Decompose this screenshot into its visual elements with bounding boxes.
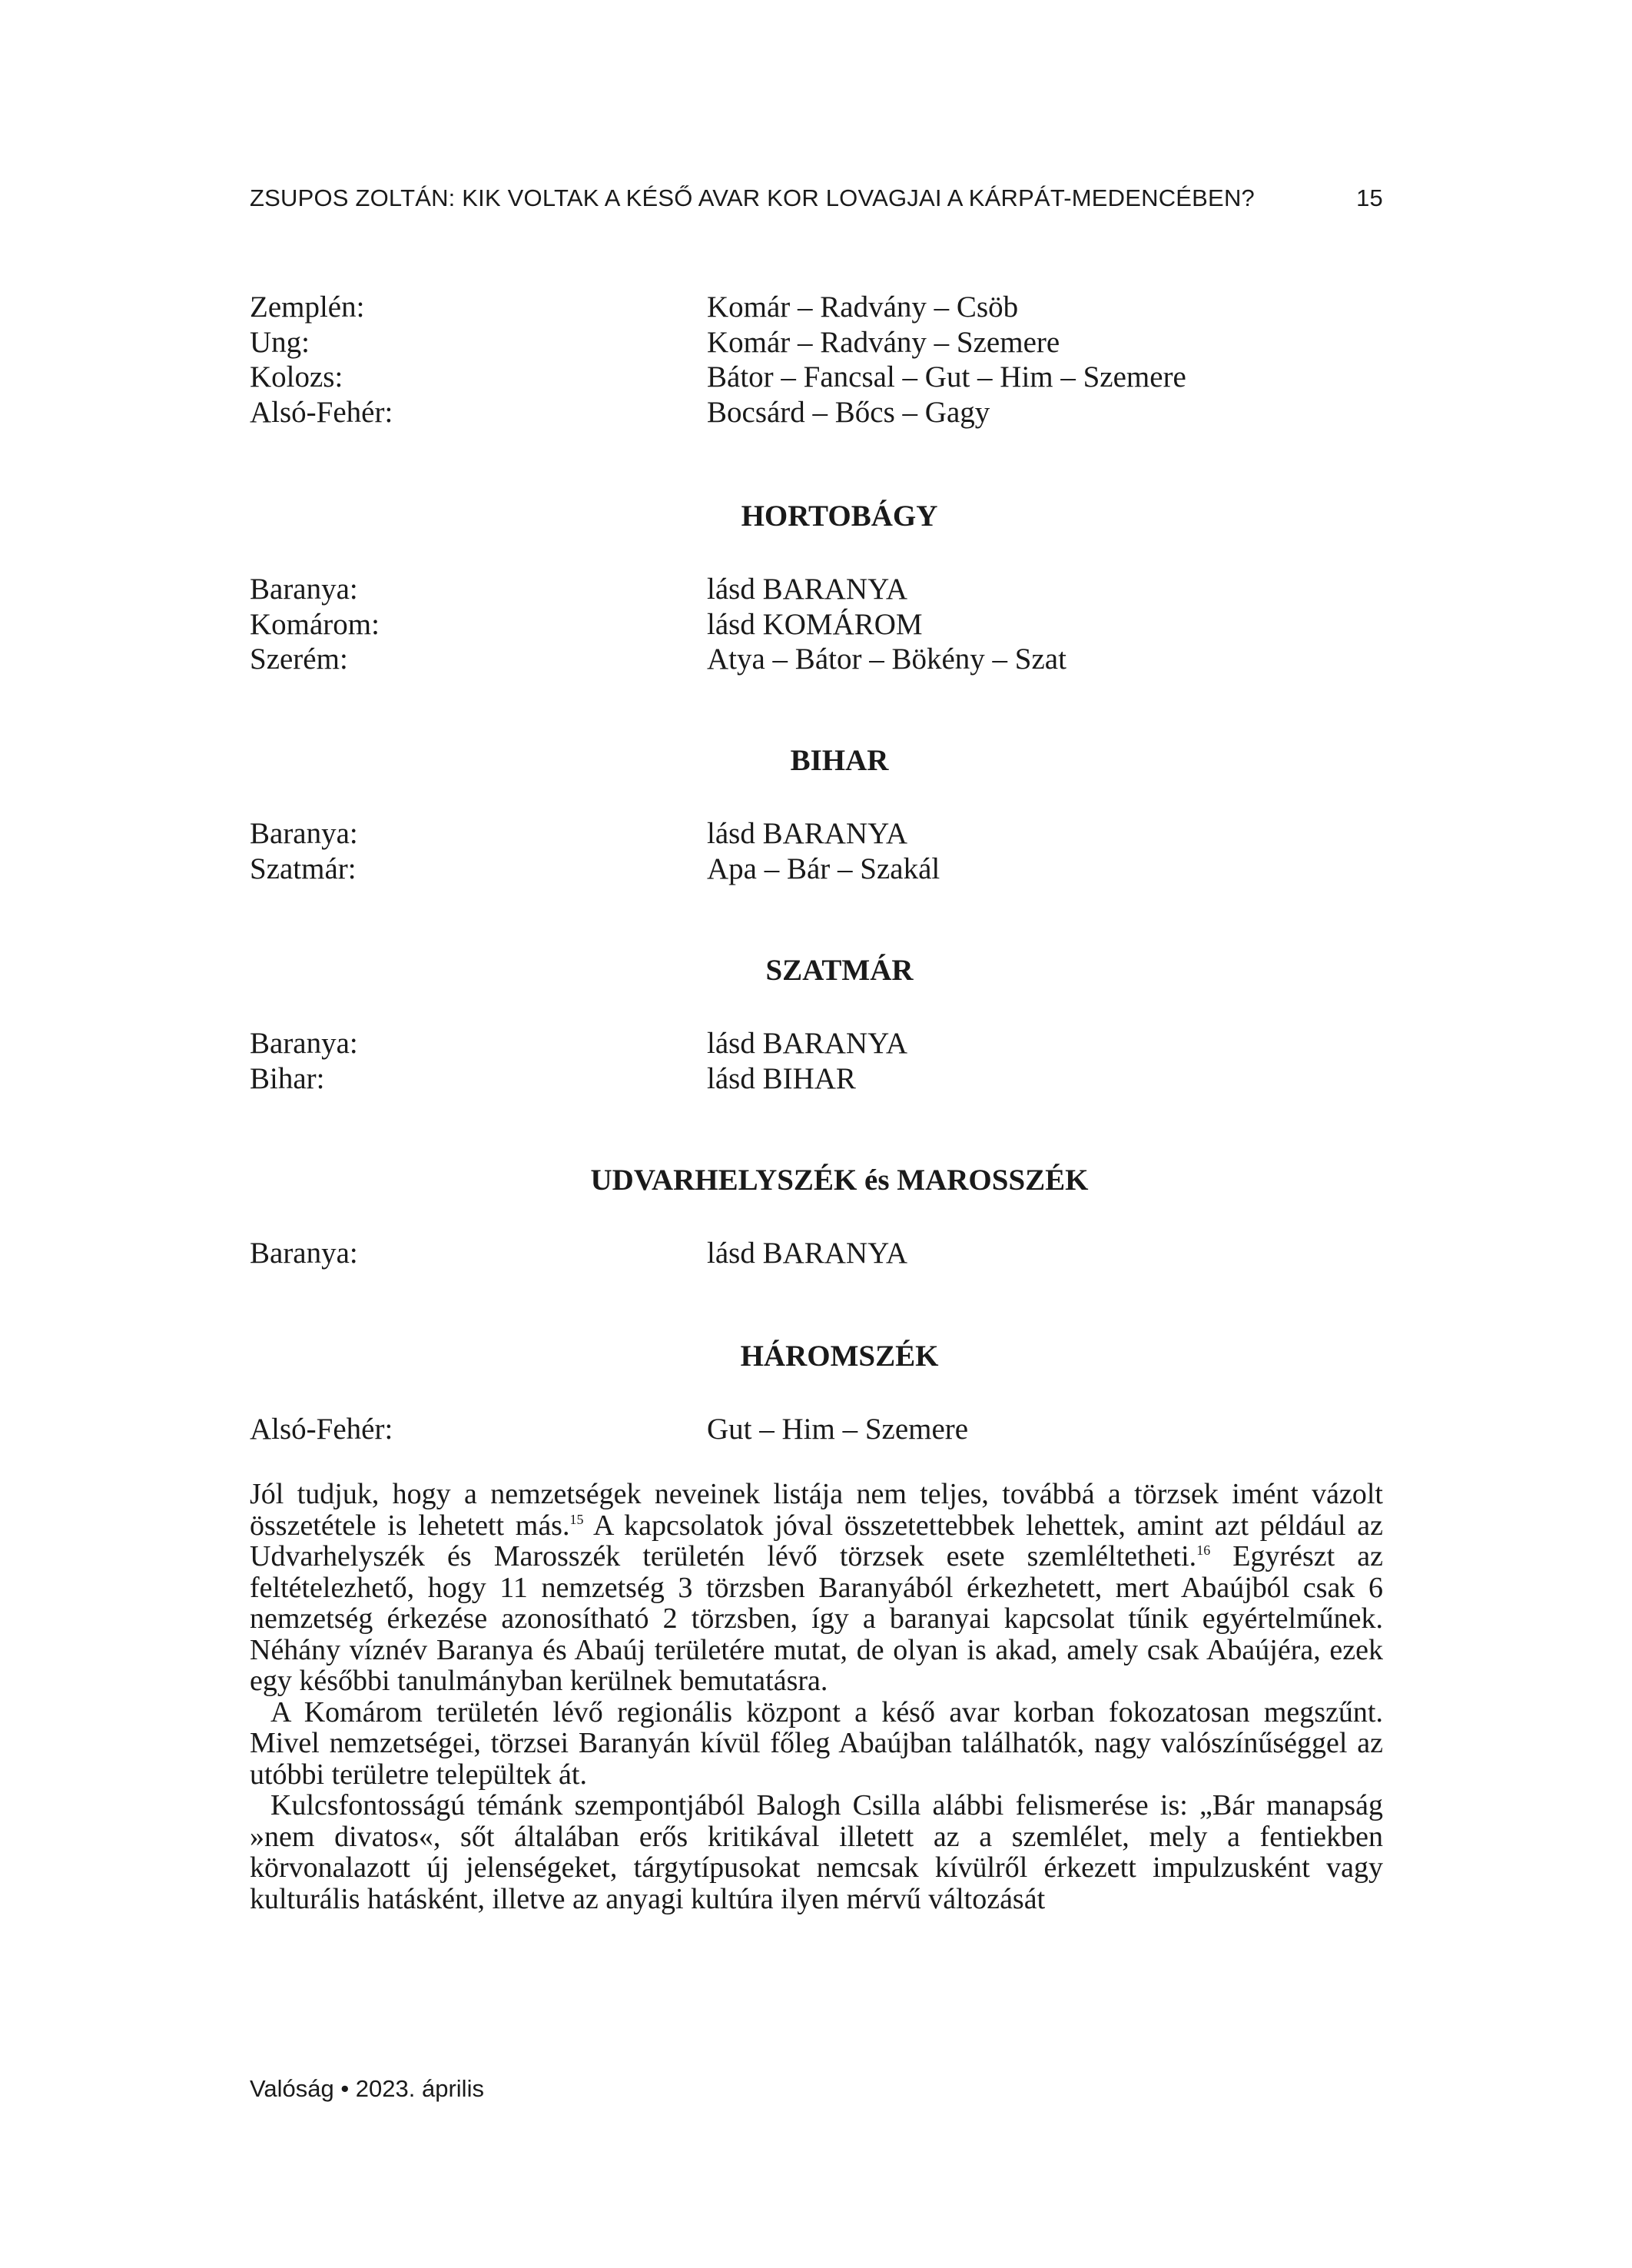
intro-county-list: [250, 290, 1383, 430]
section-haromszek: [250, 1337, 1383, 1447]
county-row: [250, 607, 1383, 643]
clan-list: lásd BARANYA: [707, 1237, 908, 1270]
running-head: [250, 184, 1383, 212]
county-name: Ung:: [250, 325, 310, 359]
section-title: HORTOBÁGY: [741, 500, 938, 533]
county-row: [250, 1061, 1383, 1097]
county-name: Baranya:: [250, 817, 358, 850]
clan-list: Apa – Bár – Szakál: [707, 852, 940, 885]
page-footer: Valóság • 2023. április: [250, 2075, 484, 2102]
county-row: [250, 395, 1383, 430]
clan-list: Gut – Him – Szemere: [707, 1413, 969, 1446]
section-udvarhelyszek-marosszek: [250, 1161, 1383, 1271]
section-hortobagy: [250, 496, 1383, 677]
paragraph: [250, 1479, 1383, 1697]
paragraph: A Komárom területén lévő regionális központ a késő avar korban fokozatosan megszűnt. Mivel nemzetségei, törzsei Baranyán kívül főleg Abaújban találhatók, nagy valószínűséggel az utóbbi területre települtek át.: [250, 1695, 1383, 1791]
paragraph: Kulcsfontosságú témánk szempontjából Balogh Csilla alábbi felismerése is: „Bár manapság »nem divatos«, sőt általában erős kritikával illetett az a szemlélet, mely a fentiekben körvonalazott új jelenségeket, tárgytípusokat nemcsak kívülről érkezett impulzusként vagy kulturális hatásként, illetve az anyagi kultúra ilyen mérvű változását: [250, 1789, 1383, 1915]
clan-list: lásd BIHAR: [707, 1061, 856, 1095]
county-row: [250, 852, 1383, 887]
section-title: HÁROMSZÉK: [740, 1340, 939, 1373]
section-title: UDVARHELYSZÉK és MAROSSZÉK: [590, 1164, 1089, 1197]
paragraph-text: A kapcsolatok jóval összetettebbek lehettek, amint azt például az Udvarhelyszék és Marosszék területén lévő törzsek esete szemléltetheti.: [250, 1509, 1384, 1572]
clan-list: lásd KOMÁROM: [707, 607, 923, 641]
county-name: Szerém:: [250, 643, 348, 676]
clan-list: Atya – Bátor – Bökény – Szat: [707, 643, 1066, 676]
county-name: Alsó-Fehér:: [250, 1413, 393, 1446]
county-name: Baranya:: [250, 573, 358, 606]
county-row: [250, 1236, 1383, 1271]
county-row: [250, 325, 1383, 360]
county-name: Bihar:: [250, 1061, 325, 1095]
county-row: [250, 1412, 1383, 1447]
clan-list: lásd BARANYA: [707, 573, 908, 606]
footnote-ref-15[interactable]: 15: [569, 1511, 584, 1527]
running-head-title: ZSUPOS ZOLTÁN: KIK VOLTAK A KÉSŐ AVAR KOR LOVAGJAI A KÁRPÁT-MEDENCÉBEN?: [250, 184, 1255, 211]
county-name: Alsó-Fehér:: [250, 395, 393, 429]
section-bihar: [250, 741, 1383, 886]
county-row: [250, 360, 1383, 395]
county-row: [250, 1026, 1383, 1061]
clan-list: Komár – Radvány – Csöb: [707, 291, 1019, 324]
clan-list: Bátor – Fancsal – Gut – Him – Szemere: [707, 360, 1186, 393]
county-name: Komárom:: [250, 607, 380, 641]
paragraph-text: Egyrészt az feltételezhető, hogy 11 nemzetség 3 törzsben Baranyából érkezhetett, mert Abaújból csak 6 nemzetség érkezése azonosítható 2 törzsben, így a baranyai kapcsolat tűnik egyértelműnek. Néhány víznév Baranya és Abaúj területére mutat, de olyan is akad, amely csak Abaújéra, ezek egy későbbi tanulmányban kerülnek bemutatásra.: [250, 1540, 1383, 1697]
section-title: BIHAR: [790, 744, 889, 777]
county-name: Baranya:: [250, 1237, 358, 1270]
section-szatmar: [250, 951, 1383, 1096]
paragraph-text: Jól tudjuk, hogy a nemzetségek neveinek listája nem teljes, továbbá a törzsek imént vázolt összetétele is lehetett más.: [250, 1478, 1383, 1542]
section-title: SZATMÁR: [765, 954, 914, 987]
county-name: Baranya:: [250, 1027, 358, 1060]
page-number: 15: [1356, 184, 1383, 211]
clan-list: Bocsárd – Bőcs – Gagy: [707, 395, 990, 429]
footnote-ref-16[interactable]: 16: [1196, 1542, 1211, 1558]
clan-list: Komár – Radvány – Szemere: [707, 325, 1060, 359]
county-name: Szatmár:: [250, 852, 357, 885]
county-row: [250, 290, 1383, 325]
county-row: [250, 642, 1383, 677]
county-row: [250, 816, 1383, 852]
county-name: Kolozs:: [250, 360, 343, 393]
clan-list: lásd BARANYA: [707, 817, 908, 850]
clan-list: lásd BARANYA: [707, 1027, 908, 1060]
county-name: Zemplén:: [250, 291, 365, 324]
body-text: [250, 1479, 1383, 1914]
county-row: [250, 572, 1383, 607]
